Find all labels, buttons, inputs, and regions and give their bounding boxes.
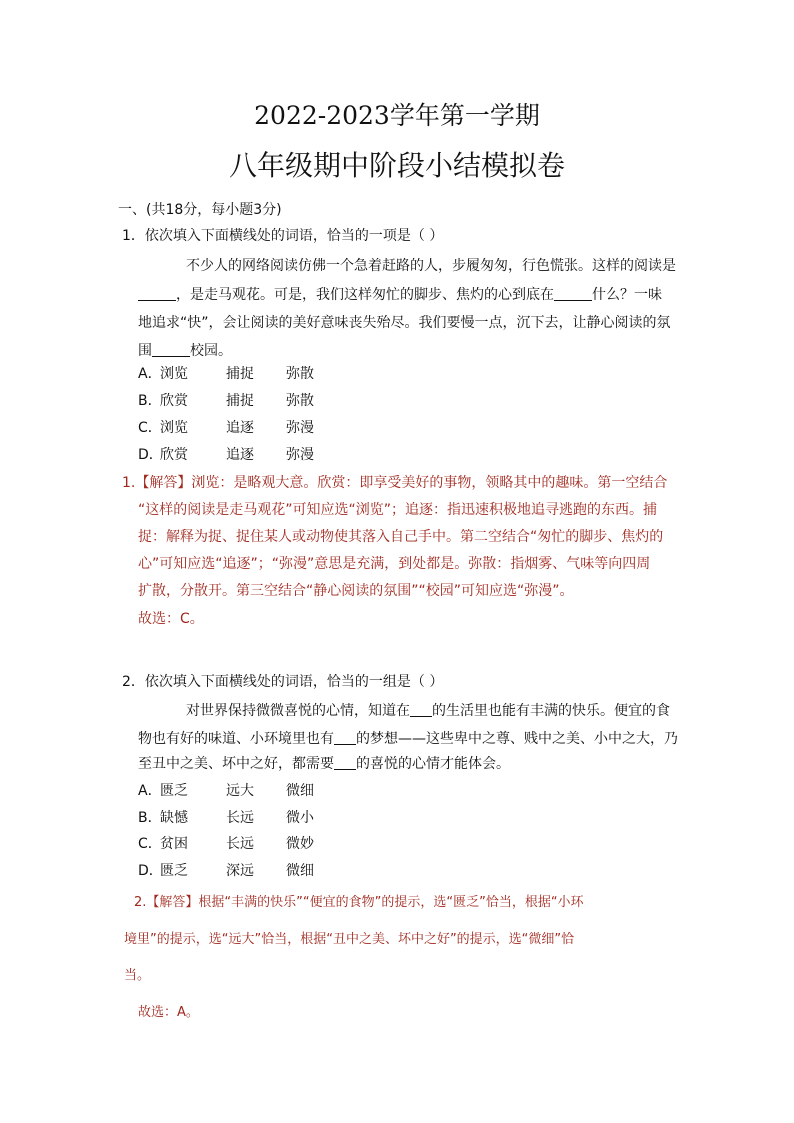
blank-5 [334, 730, 356, 745]
blank-4 [410, 702, 432, 717]
q1-conclusion: 故选：C。 [138, 611, 204, 627]
q1-option-c: C．浏览 追逐 弥漫 [138, 420, 314, 436]
blank-2 [554, 286, 592, 301]
q1-passage-line1: 不少人的网络阅读仿佛一个急着赶路的人，步履匆匆，行色慌张。这样的阅读是 [186, 258, 676, 274]
q2-passage-line1: 对世界保持微微喜悦的心情，知道在 的生活里也能有丰满的快乐。便宜的食 [186, 703, 670, 719]
q2-passage-line2: 物也有好的味道、小环境里也有 的梦想——这些卑中之尊、贱中之美、小中之大，乃 [138, 731, 678, 747]
blank-3 [152, 342, 190, 357]
q2-option-c: C．贫困 长远 微妙 [138, 836, 314, 852]
q2-conclusion: 故选：A。 [138, 1005, 199, 1020]
q1-passage-line2: ，是走马观花。可是，我们这样匆忙的脚步、焦灼的心到底在 什么？一味 [138, 285, 662, 305]
blank-6 [334, 755, 356, 770]
q1-stem: 1．依次填入下面横线处的词语，恰当的一项是（ ） [122, 228, 444, 244]
q2-option-a: A．匮乏 远大 微细 [138, 783, 314, 799]
q2-answer-line2: 境里”的提示，选“远大”恰当，根据“丑中之美、坏中之好”的提示，选“微细”恰 [124, 932, 575, 947]
q2-option-b: B．缺憾 长远 微小 [138, 810, 314, 826]
blank-1 [138, 286, 176, 301]
q2-option-d: D．匮乏 深远 微细 [138, 863, 314, 879]
q1-passage-line4: 围 校园。 [138, 343, 232, 359]
q2-stem: 2．依次填入下面横线处的词语，恰当的一组是（ ） [122, 674, 444, 690]
q2-passage-line3: 至丑中之美、坏中之好，都需要 的喜悦的心情才能体会。 [138, 756, 510, 772]
q1-option-d: D．欣赏 追逐 弥漫 [138, 447, 314, 463]
q1-answer-line5: 扩散，分散开。第三空结合“静心阅读的氛围”“校园”可知应选“弥漫”。 [138, 583, 574, 599]
exam-title-name: 八年级期中阶段小结模拟卷 [228, 149, 565, 182]
q2-answer-line3: 当。 [124, 968, 151, 983]
q1-answer-line3: 捉：解释为捉、捉住某人或动物使其落入自己手中。第二空结合“匆忙的脚步、焦灼的 [138, 529, 664, 545]
q1-answer-line1: 1.【解答】浏览：是略观大意。欣赏：即享受美好的事物，领略其中的趣味。第一空结合 [122, 475, 668, 491]
q1-answer-line2: “这样的阅读是走马观花”可知应选“浏览”；追逐：指迅速积极地追寻逃跑的东西。捕 [138, 502, 658, 518]
exam-title-year: 2022-2023学年第一学期 [254, 101, 540, 130]
q1-passage-line3: 地追求“快”，会让阅读的美好意味丧失殆尽。我们要慢一点，沉下去，让静心阅读的氛 [138, 315, 671, 331]
q1-answer-line4: 心”可知应选“追逐”；“弥漫”意思是充满，到处都是。弥散：指烟雾、气味等向四周 [138, 556, 651, 572]
q1-option-a: A．浏览 捕捉 弥散 [138, 366, 314, 382]
section-heading: 一、(共18分，每小题3分) [118, 202, 282, 218]
q2-answer-line1: 2.【解答】根据“丰满的快乐”“便宜的食物”的提示，选“匮乏”恰当，根据“小环 [134, 895, 584, 910]
q1-option-b: B．欣赏 捕捉 弥散 [138, 393, 314, 409]
